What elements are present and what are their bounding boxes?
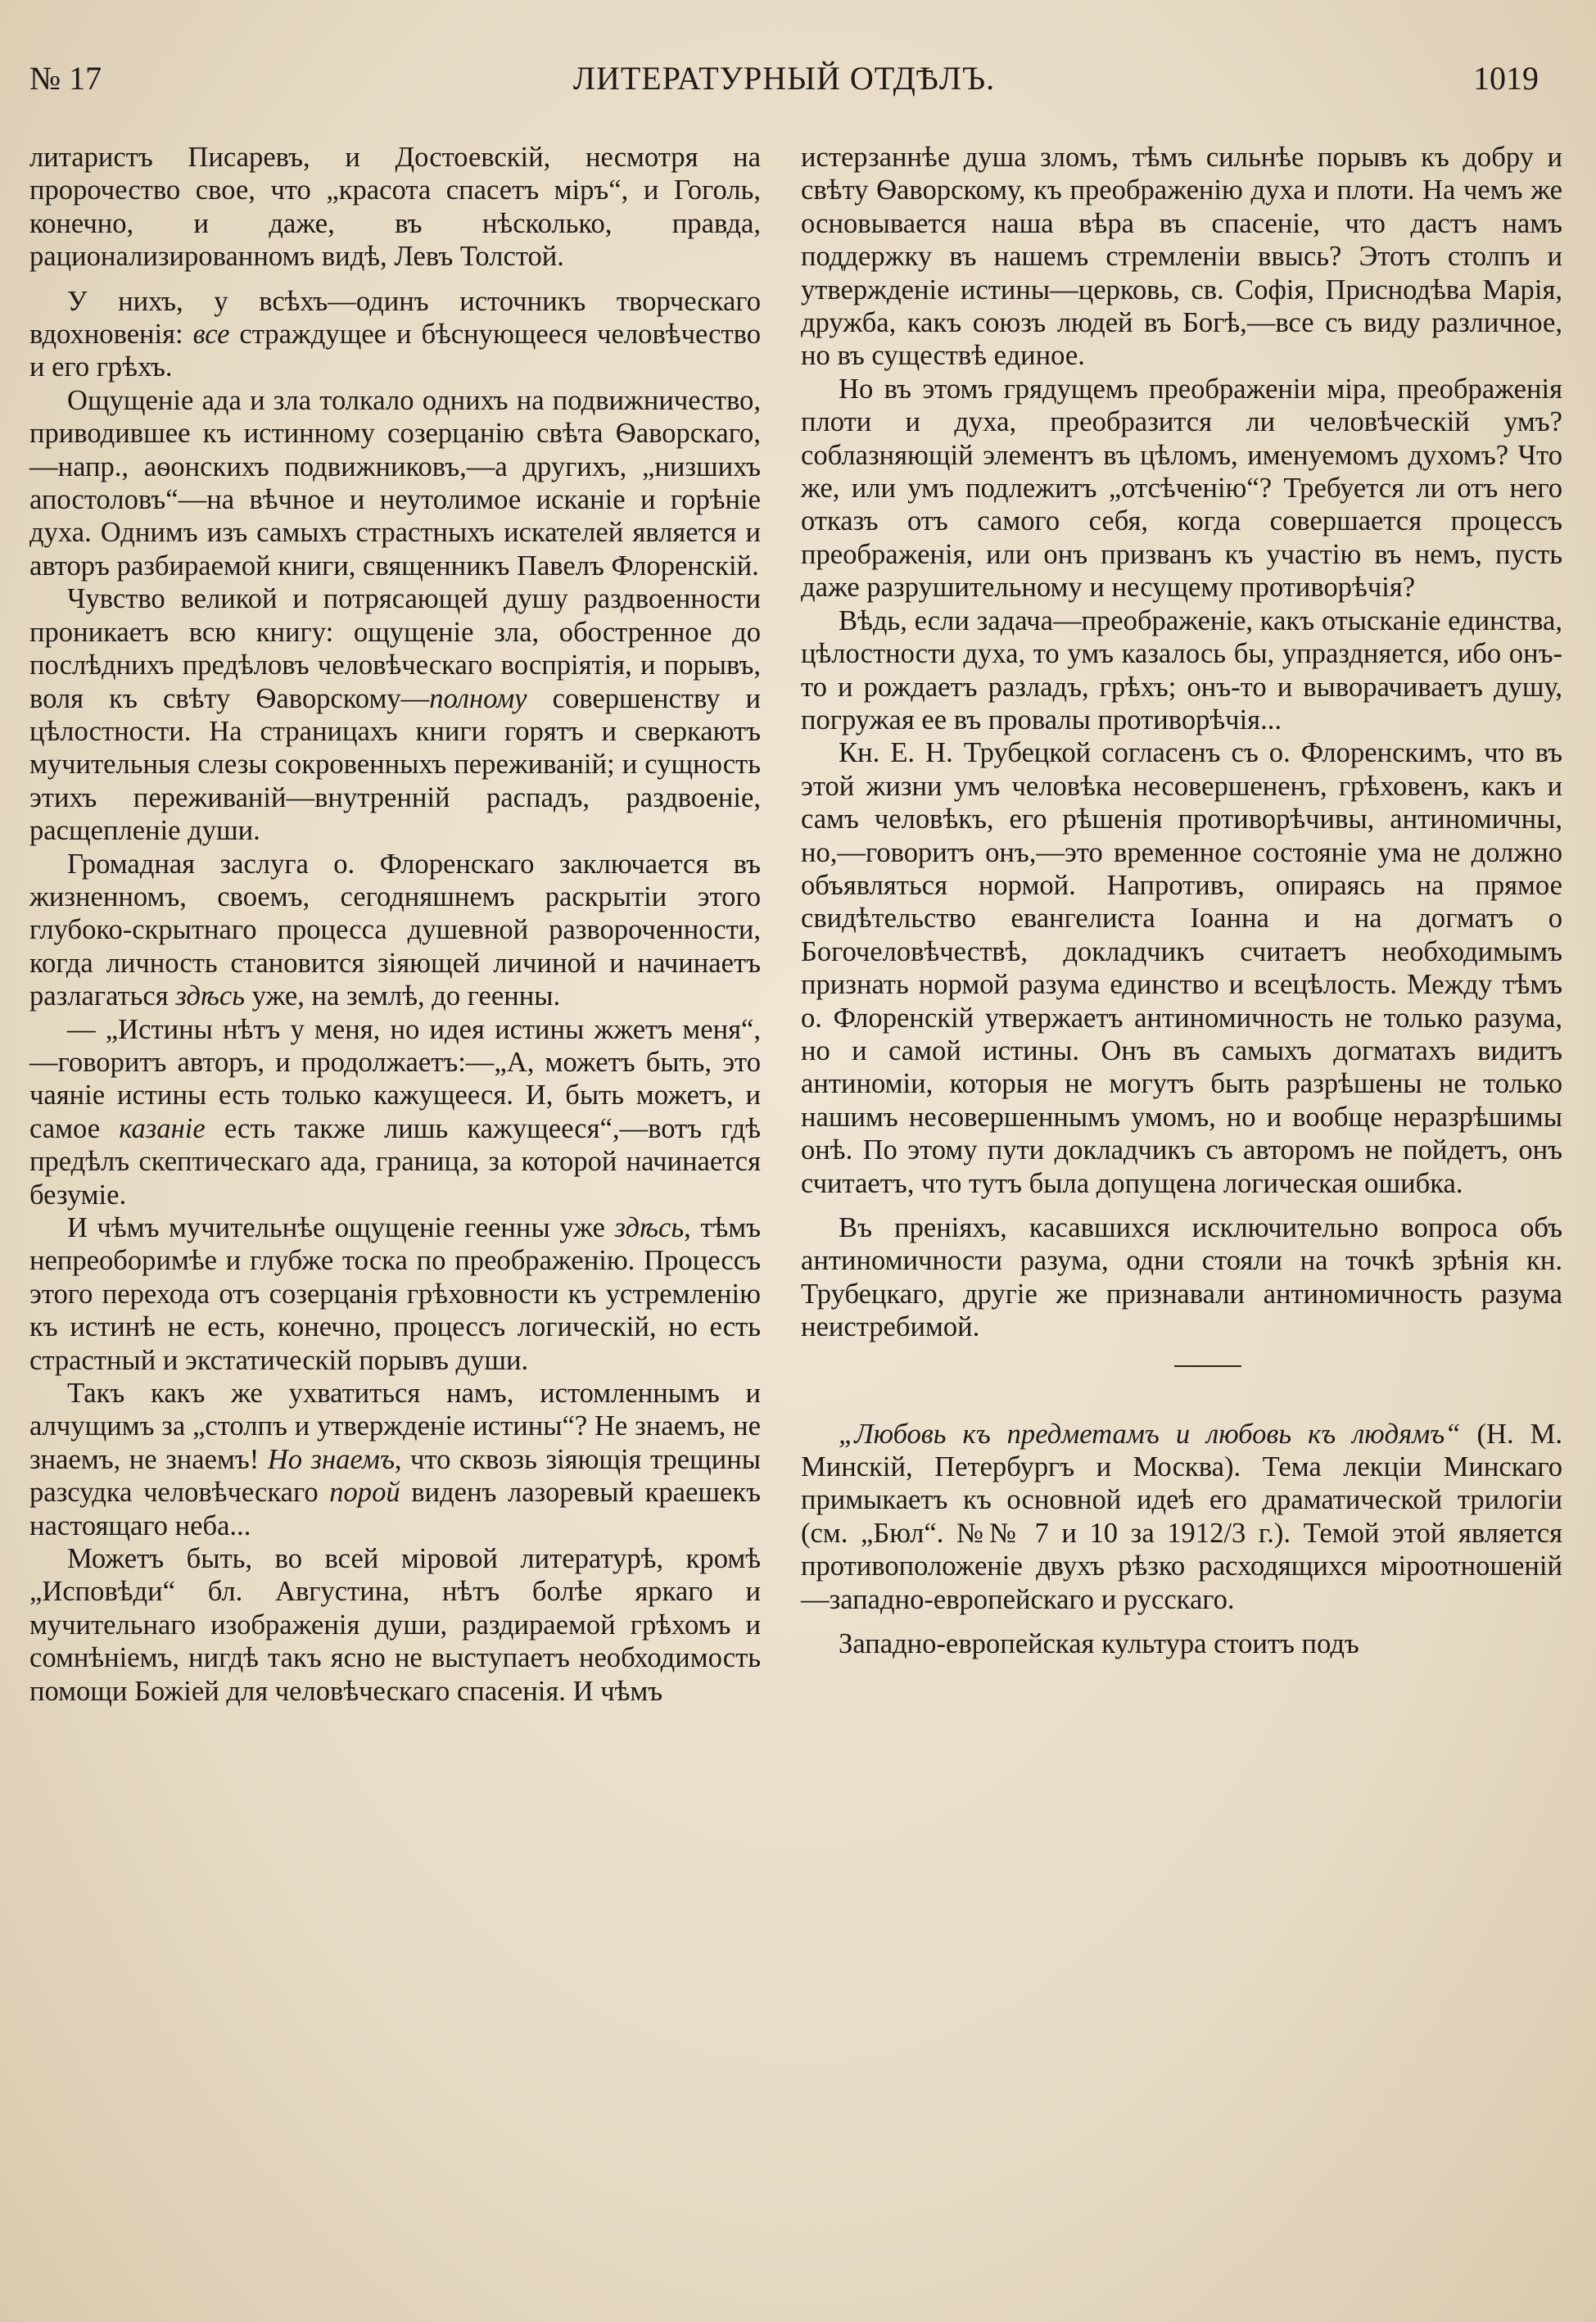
paragraph: литаристъ Писаревъ, и Достоевскій, несмотря на пророчество свое, что „красота спасетъ міръ“, и Гоголь, конечно, и даже, въ нѣсколько, правда, рационализированномъ видѣ, Левъ Толстой. — [29, 142, 761, 273]
paragraph: Такъ какъ же ухватиться намъ, истомленнымъ и алчущимъ за „столпъ и утвержденіе истины“? Не знаемъ, не знаемъ, не знаемъ! Но знаемъ, что сквозь зіяющія трещины разсудка человѣческаго порой виденъ лазоревый краешекъ настоящаго неба... — [29, 1378, 762, 1541]
paragraph: И чѣмъ мучительнѣе ощущеніе геенны уже здѣсь, тѣмъ непреоборимѣе и глубже тоска по преображенію. Процессъ этого перехода отъ созерцанія грѣховности къ устремленію къ истинѣ не есть, конечно, процессъ логическій, но есть страстный и экстатическій порывъ души. — [29, 1212, 762, 1376]
page-number: 1019 — [1473, 60, 1539, 97]
right-column — [801, 141, 1562, 1660]
paragraph: Вѣдь, если задача—преображеніе, какъ отысканіе единства, цѣлостности духа, то умъ казалось бы, упраздняется, ибо онъ-то и рождаетъ разладъ, грѣхъ; онъ-то и выворачиваетъ душу, погружая ее въ провалы противорѣчія... — [801, 604, 1562, 736]
section-title: ЛИТЕРАТУРНЫЙ ОТДѢЛЪ. — [572, 60, 996, 97]
paragraph: Кн. Е. Н. Трубецкой согласенъ съ о. Флоренскимъ, что въ этой жизни умъ человѣка несовершененъ, грѣховенъ, какъ и самъ человѣкъ, его рѣшенія противорѣчивы, антиномичны, но,—говоритъ онъ,—это временное состояніе ума не должно объявляться нормой. Напротивъ, опираясь на прямое свидѣтельство евангелиста Іоанна и на догматъ о Богочеловѣчествѣ, докладчикъ считаетъ необходимымъ признать нормой разума единство и всецѣлость. Между тѣмъ о. Флоренскій утвержаетъ антиномичность не только разума, но и самой истины. Онъ въ самыхъ догматахъ видитъ антиноміи, которыя не могутъ быть разрѣшены не только нашимъ несовершеннымъ умомъ, но и вообще неразрѣшимы онѣ. По этому пути докладчикъ съ авторомъ не пойдетъ, онъ считаетъ, что тутъ была допущена логическая ошибка. — [801, 737, 1562, 1199]
paragraph: Но въ этомъ грядущемъ преображеніи міра, преображенія плоти и духа, преобразится ли человѣческій умъ? соблазняющій элементъ въ цѣломъ, именуемомъ духомъ? Что же, или умъ подлежитъ „отсѣченію“? Требуется ли отъ него отказъ отъ самого себя, когда совершается процессъ преображенія, или онъ призванъ къ участію въ немъ, пусть даже разрушительному и несущему противорѣчія? — [801, 373, 1562, 604]
paragraph: Ощущеніе ада и зла толкало однихъ на подвижничество, приводившее къ истинному созерцанію свѣта Ѳаворскаго,—напр., аѳонскихъ подвижниковъ,—а другихъ, „низшихъ апостоловъ“—на вѣчное и неутолимое исканіе и горѣніе духа. Однимъ изъ самыхъ страстныхъ искателей является и авторъ разбираемой книги, священникъ Павелъ Флоренскій. — [29, 384, 761, 582]
paragraph: У нихъ, у всѣхъ—одинъ источникъ творческаго вдохновенія: все страждущее и бѣснующееся человѣчество и его грѣхъ. — [29, 285, 762, 383]
paragraph: Чувство великой и потрясающей душу раздвоенности проникаетъ всю книгу: ощущеніе зла, обостренное до послѣднихъ предѣловъ человѣческаго воспріятія, и порывъ, воля къ свѣту Ѳаворскому—полному совершенству и цѣлостности. На страницахъ книги горятъ и сверкаютъ мучительныя слезы сокровенныхъ переживаній; и сущность этихъ переживаній—внутренній распадъ, раздвоеніе, расщепленіе души. — [29, 583, 761, 847]
paragraph: истерзаннѣе душа зломъ, тѣмъ сильнѣе порывъ къ добру и свѣту Ѳаворскому, къ преображенію духа и плоти. На чемъ же основывается наша вѣра въ спасеніе, что дастъ намъ поддержку въ нашемъ стремленіи ввысь? Этотъ столпъ и утвержденіе истины—церковь, св. Софія, Приснодѣва Марія, дружба, какъ союзъ людей въ Богѣ,—все съ виду различное, но въ существѣ единое. — [801, 142, 1562, 372]
issue-number: № 17 — [29, 60, 102, 97]
paragraph: Западно-европейская культура стоитъ подъ — [839, 1628, 1359, 1660]
paragraph: — „Истины нѣтъ у меня, но идея истины жжетъ меня“,—говоритъ авторъ, и продолжаетъ:—„А, можетъ быть, это чаяніе истины есть только кажущееся. И, быть можетъ, и самое казаніе есть также лишь кажущееся“,—вотъ гдѣ предѣлъ скептическаго ада, граница, за которой начинается безуміе. — [29, 1013, 762, 1211]
paragraph: Громадная заслуга о. Флоренскаго заключается въ жизненномъ, своемъ, сегодняшнемъ раскрытіи этого глубоко-скрытнаго процесса душевной развороченности, когда личность становится зіяющей личиной и начинаетъ разлагаться здѣсь уже, на землѣ, до геенны. — [29, 848, 761, 1012]
running-header — [29, 59, 1539, 108]
paragraph: „Любовь къ предметамъ и любовь къ людямъ“ (Н. М. Минскій, Петербургъ и Москва). Тема лекціи Минскаго примыкаетъ къ основной идеѣ его драматической трилогіи (см. „Бюл“. №№ 7 и 10 за 1912/3 г.). Темой этой является противоположеніе двухъ рѣзко расходящихся міроотношеній—западно-европейскаго и русскаго. — [801, 1418, 1562, 1615]
paragraph: Можетъ быть, во всей міровой литературѣ, кромѣ „Исповѣди“ бл. Августина, нѣтъ болѣе яркаго и мучительнаго изображенія души, раздираемой грѣхомъ и сомнѣніемъ, нигдѣ такъ ясно не выступаетъ необходимость помощи Божіей для человѣческаго спасенія. И чѣмъ — [29, 1543, 761, 1707]
paragraph: Въ преніяхъ, касавшихся исключительно вопроса объ антиномичности разума, одни стояли на точкѣ зрѣнія кн. Трубецкаго, другіе же признавали антиномичность разума неистребимой. — [801, 1212, 1562, 1343]
left-column — [29, 141, 761, 1708]
